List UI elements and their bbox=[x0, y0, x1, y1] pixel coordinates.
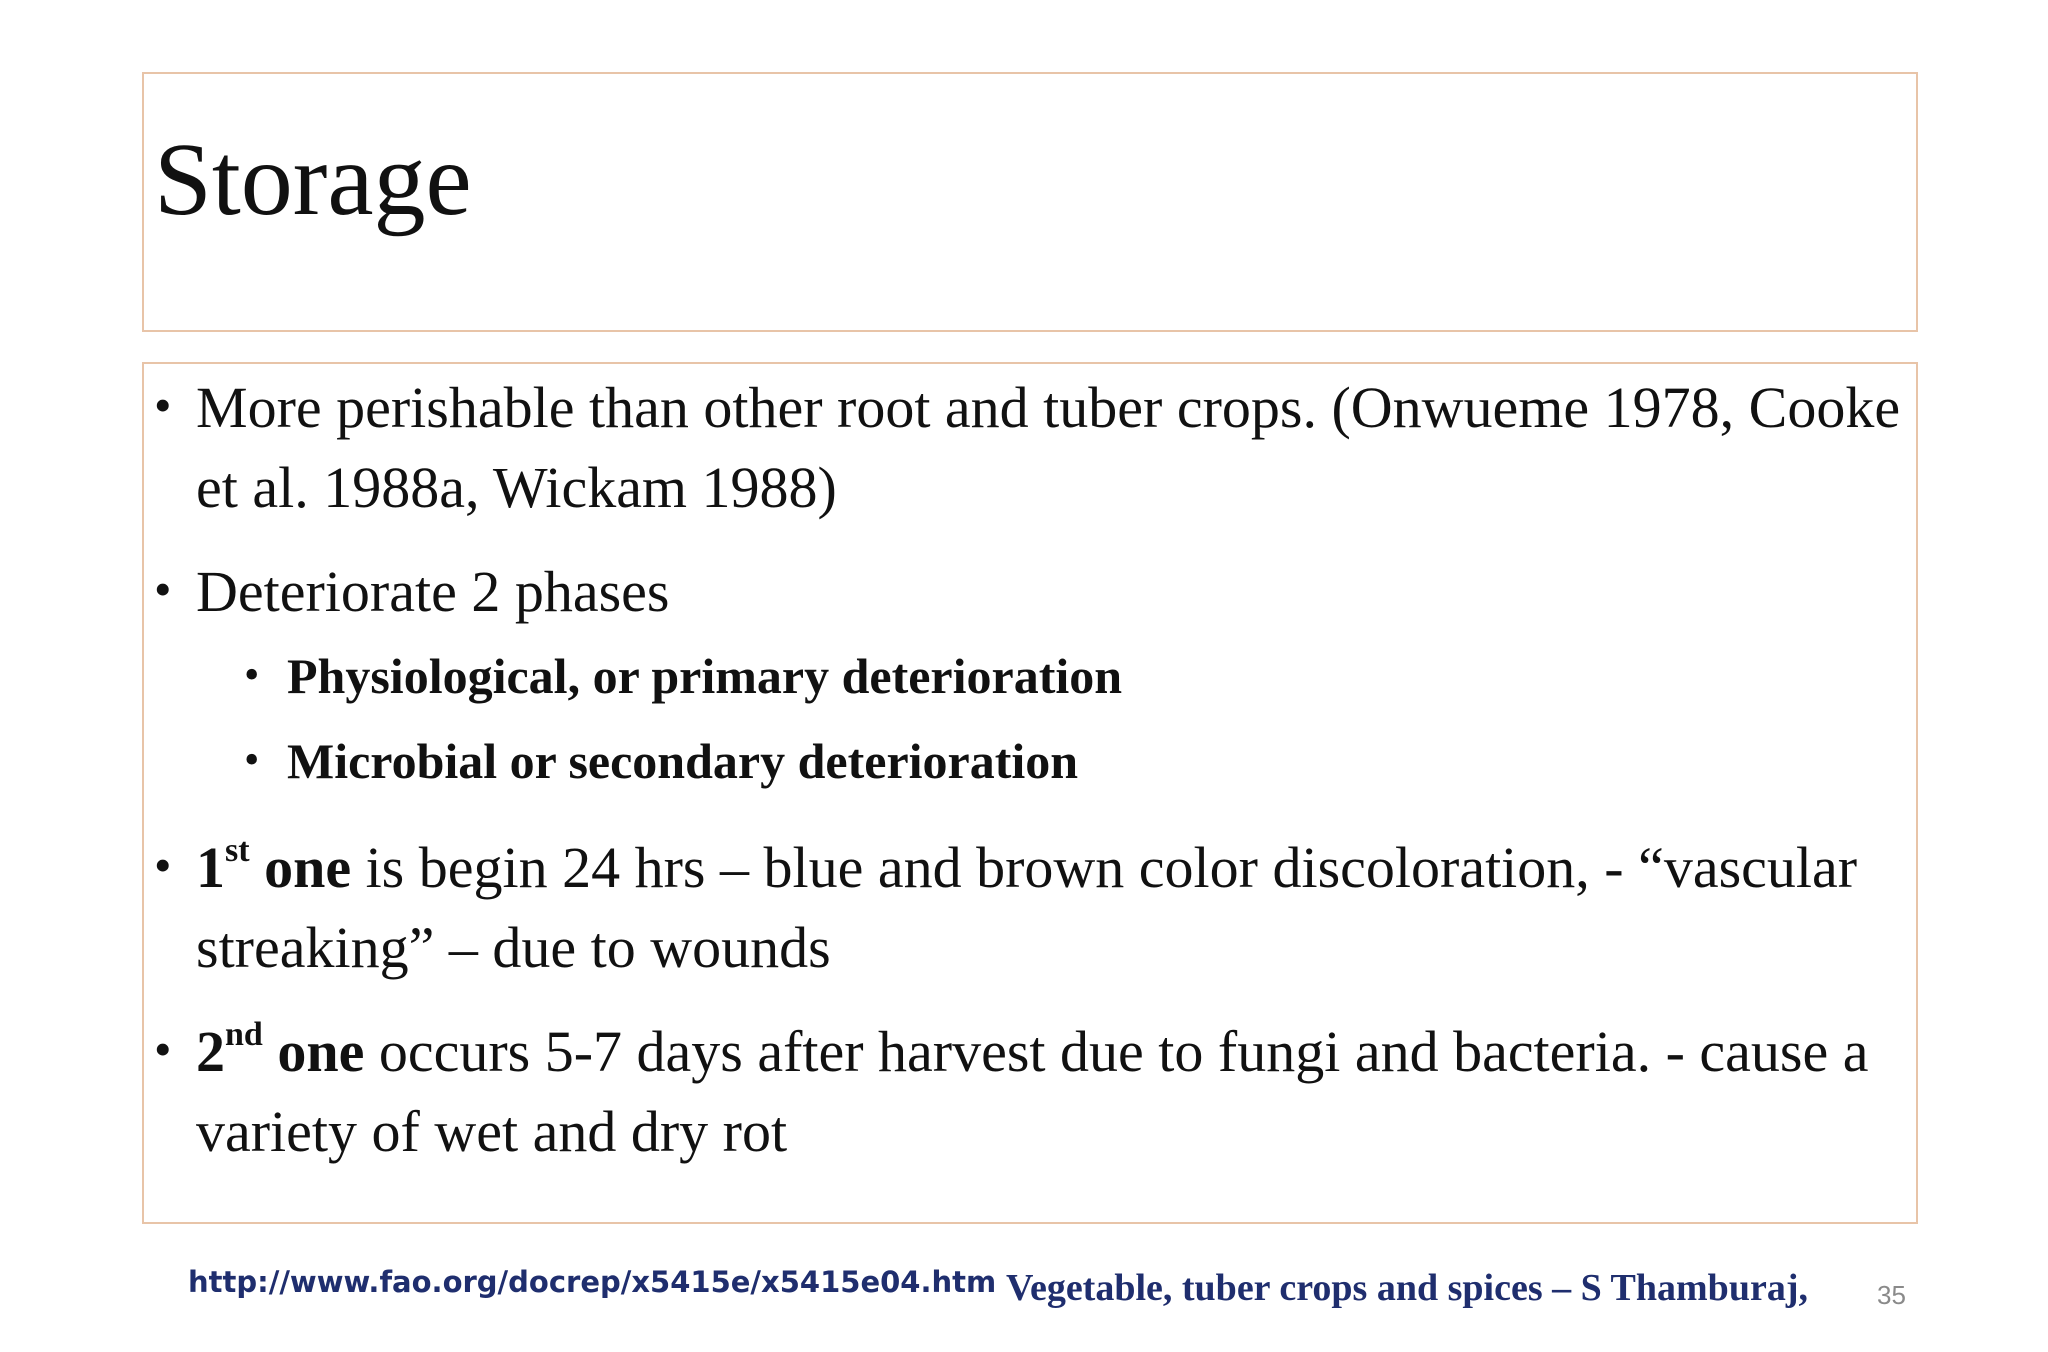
sub-bullet-dot-icon: • bbox=[244, 735, 260, 784]
bullet-dot-icon: • bbox=[154, 561, 172, 617]
bullet-lead-number: 2 bbox=[196, 1019, 225, 1084]
bullet-text: Deteriorate 2 phases bbox=[196, 559, 670, 624]
sub-bullet-text: Microbial or secondary deterioration bbox=[287, 733, 1079, 789]
ordinal-suffix: st bbox=[225, 832, 250, 869]
title-placeholder bbox=[142, 72, 1918, 332]
sub-bullet-text: Physiological, or primary deterioration bbox=[287, 648, 1123, 704]
content-placeholder bbox=[142, 362, 1918, 1224]
page-number: 35 bbox=[1877, 1280, 1906, 1310]
bullet-lead-word: one bbox=[249, 835, 352, 900]
bullet-rest: occurs 5-7 days after harvest due to fungi and bacteria. - cause a variety of wet and dry rot bbox=[196, 1019, 1869, 1164]
bullet-text bbox=[196, 828, 1904, 988]
bullet-lead-word: one bbox=[262, 1019, 365, 1084]
slide-title: Storage bbox=[154, 122, 472, 237]
bullet-dot-icon: • bbox=[154, 1021, 172, 1077]
bullet-dot-icon: • bbox=[154, 837, 172, 893]
footer-source-link[interactable]: http://www.fao.org/docrep/x5415e/x5415e04.htm bbox=[188, 1265, 997, 1299]
bullet-text: More perishable than other root and tuber crops. (Onwueme 1978, Cooke et al. 1988a, Wickam 1988) bbox=[196, 375, 1901, 520]
bullet-lead-number: 1 bbox=[196, 835, 225, 900]
sub-bullet-dot-icon: • bbox=[244, 650, 260, 699]
bullet-rest: is begin 24 hrs – blue and brown color discoloration, - “vascular streaking” – due to wounds bbox=[196, 835, 1858, 980]
bullet-dot-icon: • bbox=[154, 377, 172, 433]
bullet-text bbox=[196, 1012, 1904, 1172]
footer-credit: Vegetable, tuber crops and spices – S Thamburaj, bbox=[1006, 1267, 1808, 1309]
ordinal-suffix: nd bbox=[225, 1016, 263, 1053]
